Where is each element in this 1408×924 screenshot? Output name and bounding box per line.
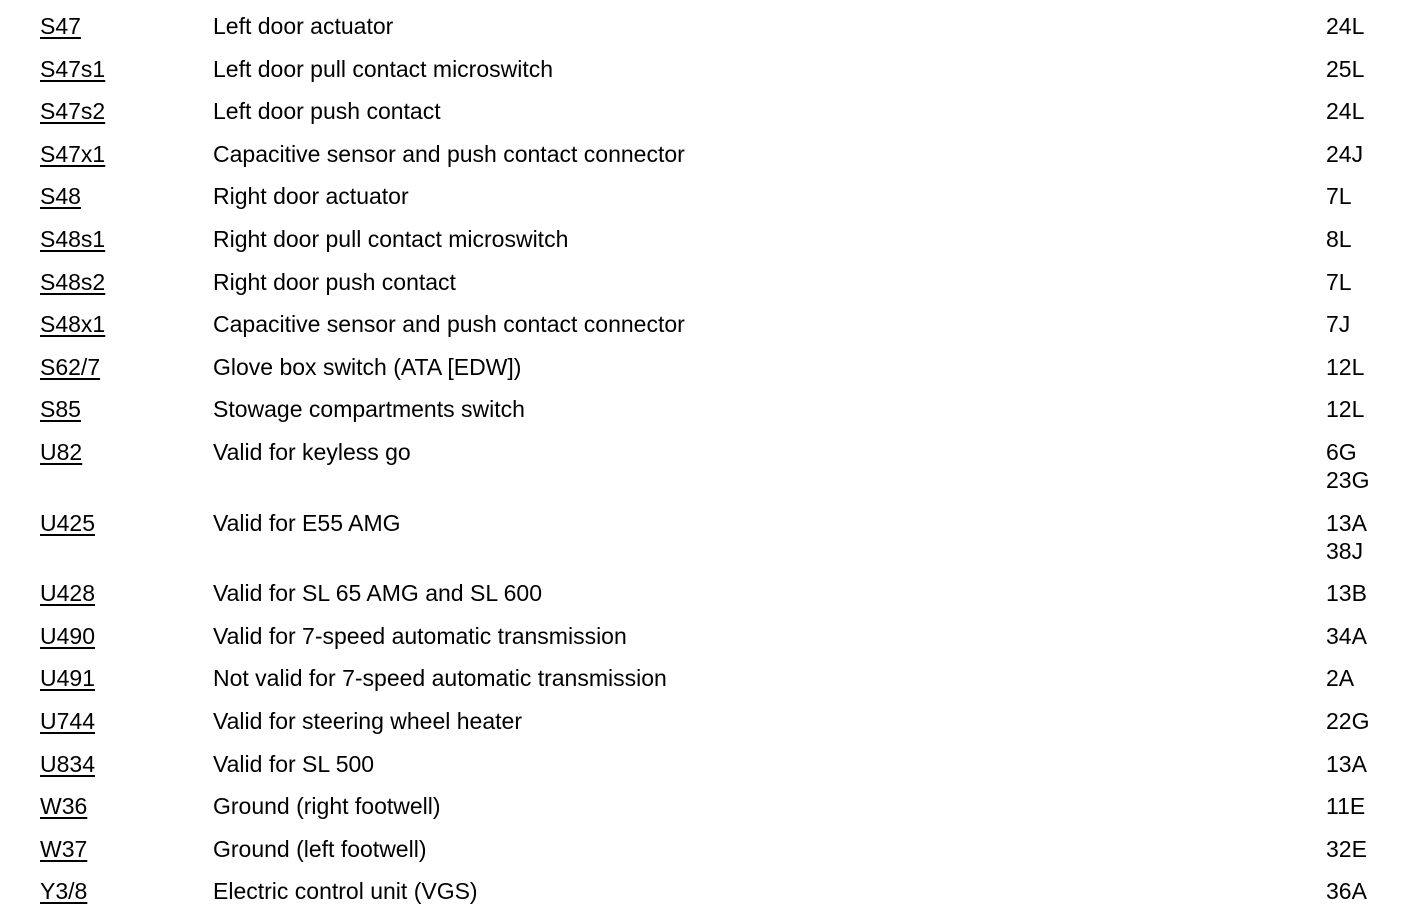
- legend-row: [0, 12, 1408, 55]
- component-description: Left door push contact: [213, 98, 441, 125]
- grid-references: [1326, 622, 1367, 650]
- component-code-link[interactable]: U744: [40, 707, 95, 734]
- grid-reference: 25L: [1326, 55, 1365, 82]
- grid-references: [1326, 877, 1367, 905]
- grid-reference: 7L: [1326, 268, 1352, 295]
- grid-reference: 7L: [1326, 183, 1352, 210]
- legend-row: [0, 140, 1408, 183]
- legend-row: [0, 182, 1408, 225]
- component-description: Capacitive sensor and push contact connector: [213, 140, 685, 167]
- component-code-link[interactable]: S48: [40, 183, 81, 210]
- component-description: Valid for keyless go: [213, 438, 411, 465]
- legend-row: [0, 835, 1408, 878]
- grid-references: [1326, 509, 1367, 565]
- grid-references: [1326, 835, 1367, 863]
- legend-row: [0, 268, 1408, 311]
- legend-row: [0, 353, 1408, 396]
- component-code-link[interactable]: S47s1: [40, 55, 106, 82]
- component-description: Valid for SL 65 AMG and SL 600: [213, 580, 543, 607]
- grid-reference: 32E: [1326, 835, 1367, 862]
- component-description: Glove box switch (ATA [EDW]): [213, 353, 522, 380]
- grid-references: [1326, 664, 1354, 692]
- component-legend: [0, 12, 1408, 920]
- component-code-link[interactable]: S47x1: [40, 140, 106, 167]
- component-code-link[interactable]: U82: [40, 438, 83, 465]
- grid-reference: 24L: [1326, 13, 1365, 39]
- legend-row: [0, 438, 1408, 509]
- component-description: Electric control unit (VGS): [213, 878, 478, 905]
- component-code-link[interactable]: S48s1: [40, 225, 106, 252]
- grid-reference: 8L: [1326, 225, 1352, 252]
- grid-references: [1326, 97, 1364, 125]
- legend-row: [0, 707, 1408, 750]
- component-code-link[interactable]: S48s2: [40, 268, 106, 295]
- component-description: Left door pull contact microswitch: [213, 55, 554, 82]
- component-description: Right door push contact: [213, 268, 456, 295]
- grid-reference: 13B: [1326, 580, 1367, 607]
- grid-reference: 34A: [1326, 622, 1367, 649]
- legend-row: [0, 55, 1408, 98]
- component-code-link[interactable]: S62/7: [40, 353, 101, 380]
- grid-references: [1326, 55, 1364, 83]
- legend-row: [0, 750, 1408, 793]
- component-code-link[interactable]: S47s2: [40, 98, 106, 125]
- legend-row: [0, 877, 1408, 920]
- grid-reference: 38J: [1326, 537, 1364, 564]
- component-code-link[interactable]: U491: [40, 665, 95, 692]
- grid-references: [1326, 140, 1363, 168]
- component-code-link[interactable]: W36: [40, 793, 88, 820]
- grid-references: [1326, 750, 1367, 778]
- grid-reference: 7J: [1326, 311, 1351, 338]
- component-description: Valid for 7-speed automatic transmission: [213, 622, 627, 649]
- grid-reference: 24L: [1326, 98, 1365, 125]
- component-code-link[interactable]: S85: [40, 396, 81, 423]
- grid-reference: 11E: [1326, 793, 1366, 820]
- component-description: Left door actuator: [213, 13, 394, 39]
- legend-row: [0, 792, 1408, 835]
- grid-reference: 13A: [1326, 509, 1367, 536]
- component-description: Not valid for 7-speed automatic transmission: [213, 665, 667, 692]
- component-description: Capacitive sensor and push contact connector: [213, 311, 685, 338]
- component-code-link[interactable]: S47: [40, 13, 81, 39]
- legend-row: [0, 622, 1408, 665]
- grid-reference: 22G: [1326, 707, 1370, 734]
- grid-references: [1326, 707, 1369, 735]
- grid-references: [1326, 225, 1352, 253]
- grid-references: [1326, 438, 1369, 494]
- grid-references: [1326, 353, 1364, 381]
- legend-row: [0, 395, 1408, 438]
- grid-reference: 6G: [1326, 438, 1357, 465]
- legend-row: [0, 97, 1408, 140]
- grid-references: [1326, 579, 1367, 607]
- component-code-link[interactable]: U425: [40, 509, 95, 536]
- grid-references: [1326, 182, 1352, 210]
- legend-row: [0, 310, 1408, 353]
- grid-reference: 24J: [1326, 140, 1364, 167]
- grid-references: [1326, 268, 1352, 296]
- grid-references: [1326, 395, 1364, 423]
- legend-row: [0, 509, 1408, 580]
- grid-references: [1326, 12, 1364, 40]
- grid-reference: 12L: [1326, 396, 1365, 423]
- grid-reference: 13A: [1326, 750, 1367, 777]
- component-description: Right door actuator: [213, 183, 409, 210]
- component-description: Stowage compartments switch: [213, 396, 525, 423]
- grid-reference: 2A: [1326, 665, 1355, 692]
- component-code-link[interactable]: U490: [40, 622, 95, 649]
- component-description: Right door pull contact microswitch: [213, 225, 569, 252]
- component-description: Valid for E55 AMG: [213, 509, 401, 536]
- grid-reference: 12L: [1326, 353, 1365, 380]
- component-code-link[interactable]: W37: [40, 835, 88, 862]
- component-description: Ground (left footwell): [213, 835, 427, 862]
- legend-row: [0, 579, 1408, 622]
- grid-references: [1326, 792, 1365, 820]
- grid-references: [1326, 310, 1350, 338]
- legend-row: [0, 664, 1408, 707]
- component-description: Valid for SL 500: [213, 750, 375, 777]
- grid-reference: 23G: [1326, 466, 1370, 493]
- component-code-link[interactable]: S48x1: [40, 311, 106, 338]
- legend-row: [0, 225, 1408, 268]
- component-code-link[interactable]: Y3/8: [40, 878, 88, 905]
- grid-reference: 36A: [1326, 878, 1367, 905]
- component-code-link[interactable]: U834: [40, 750, 95, 777]
- component-description: Ground (right footwell): [213, 793, 441, 820]
- component-description: Valid for steering wheel heater: [213, 707, 522, 734]
- component-code-link[interactable]: U428: [40, 580, 95, 607]
